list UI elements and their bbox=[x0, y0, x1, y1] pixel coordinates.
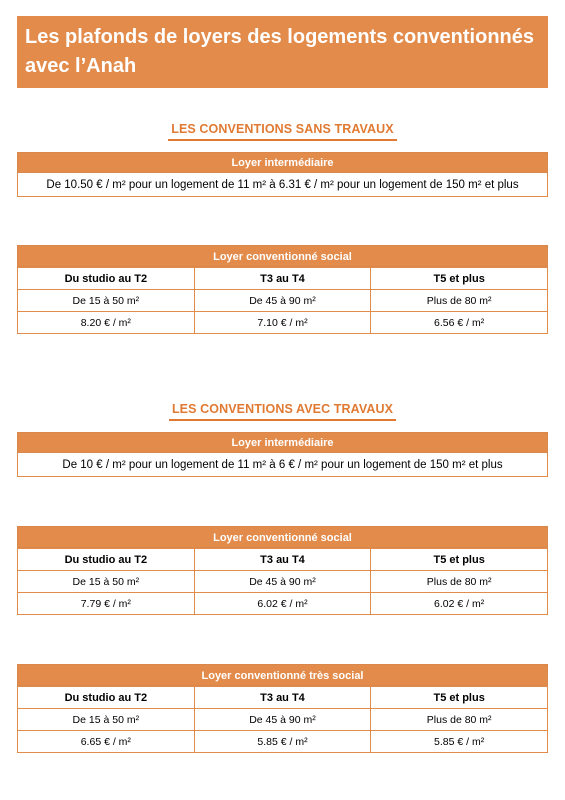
surface-cell: De 15 à 50 m² bbox=[18, 290, 195, 312]
table-row bbox=[18, 687, 548, 709]
price-cell: 6.02 € / m² bbox=[371, 593, 548, 615]
intermediaire-block-sans-travaux bbox=[17, 152, 548, 197]
intermediaire-text: De 10.50 € / m² pour un logement de 11 m² à 6.31 € / m² pour un logement de 150 m² et plus bbox=[17, 173, 548, 197]
surface-cell: De 45 à 90 m² bbox=[194, 709, 371, 731]
column-header: T3 au T4 bbox=[194, 687, 371, 709]
intermediaire-header: Loyer intermédiaire bbox=[17, 152, 548, 173]
rent-table bbox=[17, 686, 548, 753]
table-header: Loyer conventionné social bbox=[17, 245, 548, 267]
surface-cell: Plus de 80 m² bbox=[371, 571, 548, 593]
price-cell: 6.56 € / m² bbox=[371, 312, 548, 334]
price-cell: 7.10 € / m² bbox=[194, 312, 371, 334]
price-cell: 5.85 € / m² bbox=[371, 731, 548, 753]
table-header: Loyer conventionné très social bbox=[17, 664, 548, 686]
table-row bbox=[18, 593, 548, 615]
column-header: T5 et plus bbox=[371, 549, 548, 571]
surface-cell: De 15 à 50 m² bbox=[18, 709, 195, 731]
price-cell: 5.85 € / m² bbox=[194, 731, 371, 753]
column-header: Du studio au T2 bbox=[18, 687, 195, 709]
table-header: Loyer conventionné social bbox=[17, 526, 548, 548]
table-row bbox=[18, 709, 548, 731]
surface-cell: De 45 à 90 m² bbox=[194, 571, 371, 593]
page-title-banner bbox=[17, 16, 548, 88]
surface-cell: Plus de 80 m² bbox=[371, 290, 548, 312]
surface-cell: De 45 à 90 m² bbox=[194, 290, 371, 312]
social-table-avec-travaux bbox=[17, 526, 548, 615]
column-header: T5 et plus bbox=[371, 687, 548, 709]
intermediaire-header: Loyer intermédiaire bbox=[17, 432, 548, 453]
price-cell: 8.20 € / m² bbox=[18, 312, 195, 334]
column-header: Du studio au T2 bbox=[18, 549, 195, 571]
section-heading-avec-travaux: LES CONVENTIONS AVEC TRAVAUX bbox=[0, 402, 565, 421]
table-row bbox=[18, 549, 548, 571]
tres-social-table-avec-travaux bbox=[17, 664, 548, 753]
intermediaire-block-avec-travaux bbox=[17, 432, 548, 477]
table-row bbox=[18, 571, 548, 593]
column-header: T3 au T4 bbox=[194, 268, 371, 290]
column-header: T3 au T4 bbox=[194, 549, 371, 571]
social-table-sans-travaux bbox=[17, 245, 548, 334]
rent-table bbox=[17, 267, 548, 334]
column-header: T5 et plus bbox=[371, 268, 548, 290]
table-row bbox=[18, 731, 548, 753]
price-cell: 6.65 € / m² bbox=[18, 731, 195, 753]
page-title: Les plafonds de loyers des logements conventionnés avec l’Anah bbox=[25, 26, 535, 77]
table-row bbox=[18, 312, 548, 334]
table-row bbox=[18, 290, 548, 312]
price-cell: 6.02 € / m² bbox=[194, 593, 371, 615]
intermediaire-text: De 10 € / m² pour un logement de 11 m² à 6 € / m² pour un logement de 150 m² et plus bbox=[17, 453, 548, 477]
column-header: Du studio au T2 bbox=[18, 268, 195, 290]
rent-table bbox=[17, 548, 548, 615]
table-row bbox=[18, 268, 548, 290]
section-heading-sans-travaux: LES CONVENTIONS SANS TRAVAUX bbox=[0, 122, 565, 141]
surface-cell: De 15 à 50 m² bbox=[18, 571, 195, 593]
price-cell: 7.79 € / m² bbox=[18, 593, 195, 615]
surface-cell: Plus de 80 m² bbox=[371, 709, 548, 731]
